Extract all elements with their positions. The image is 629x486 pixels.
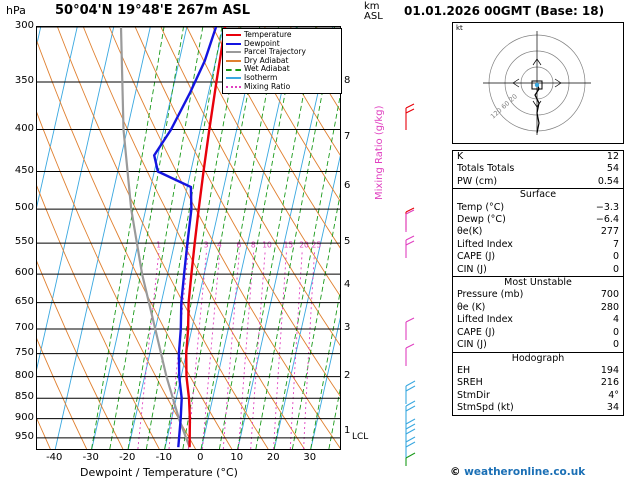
row-value: 0 <box>612 263 619 275</box>
indices-table <box>452 150 624 416</box>
legend <box>222 28 342 94</box>
pressure-tick: 700 <box>14 322 34 334</box>
hodograph-row <box>453 402 623 414</box>
row-label: Pressure (mb) <box>457 289 524 301</box>
row-label: PW (cm) <box>457 175 498 187</box>
pressure-tick: 300 <box>14 20 34 31</box>
index-row <box>453 163 623 175</box>
row-value: 12 <box>606 151 619 162</box>
wind-barb-column <box>392 26 448 466</box>
row-label: θe(K) <box>457 226 483 238</box>
height-axis-asl-label: ASL <box>364 11 383 22</box>
row-label: StmSpd (kt) <box>457 402 514 414</box>
legend-swatch <box>226 51 241 53</box>
unstable-section-title: Most Unstable <box>453 276 623 289</box>
hodograph-unit-label: kt <box>456 24 463 32</box>
row-label: θe (K) <box>457 301 486 313</box>
row-label: CAPE (J) <box>457 326 496 338</box>
svg-text:3: 3 <box>203 240 209 250</box>
station-title: 50°04'N 19°48'E 267m ASL <box>55 3 251 18</box>
pressure-tick: 850 <box>14 391 34 403</box>
pressure-tick: 550 <box>14 236 34 248</box>
svg-text:4: 4 <box>217 240 222 250</box>
legend-label: Dewpoint <box>244 38 280 48</box>
surface-row <box>453 226 623 238</box>
height-tick: 5 <box>344 236 351 248</box>
pressure-tick: 450 <box>14 164 34 176</box>
row-value: 0 <box>612 251 619 263</box>
height-axis <box>344 26 368 450</box>
row-value: 216 <box>600 377 619 389</box>
pressure-tick: 650 <box>14 295 34 307</box>
pressure-tick: 750 <box>14 346 34 358</box>
legend-swatch <box>226 34 241 36</box>
legend-label: Isotherm <box>244 72 278 82</box>
height-tick: 1 <box>344 425 351 437</box>
row-label: CAPE (J) <box>457 251 496 263</box>
hodograph-row <box>453 377 623 389</box>
unstable-row <box>453 327 623 339</box>
row-label: CIN (J) <box>457 339 487 351</box>
row-value: 54 <box>606 163 619 175</box>
svg-text:8: 8 <box>250 240 256 250</box>
mixing-ratio-axis-label: Mixing Ratio (g/kg) <box>374 105 385 200</box>
credit-site: weatheronline.co.uk <box>464 466 586 478</box>
height-tick: 6 <box>344 180 351 192</box>
legend-label: Parcel Trajectory <box>244 47 306 57</box>
temperature-tick: -40 <box>46 452 63 463</box>
pressure-tick: 950 <box>14 430 34 442</box>
svg-text:120 60 20: 120 60 20 <box>488 92 519 121</box>
surface-section-title: Surface <box>453 188 623 201</box>
pressure-tick: 400 <box>14 122 34 134</box>
pressure-tick: 500 <box>14 202 34 214</box>
row-value: 277 <box>600 226 619 238</box>
legend-item <box>226 83 338 92</box>
row-value: 4° <box>608 389 619 401</box>
surface-row <box>453 239 623 251</box>
row-label: Lifted Index <box>457 314 513 326</box>
temperature-tick: -20 <box>119 452 136 463</box>
legend-swatch <box>226 43 241 45</box>
svg-text:2: 2 <box>185 240 191 250</box>
pressure-axis <box>2 20 34 450</box>
x-axis-label: Dewpoint / Temperature (°C) <box>80 466 238 479</box>
pressure-tick: 350 <box>14 74 34 86</box>
legend-label: Mixing Ratio <box>244 81 291 91</box>
temperature-tick: 20 <box>266 452 280 463</box>
row-label: EH <box>457 364 471 376</box>
height-axis-km-label: km <box>364 1 380 12</box>
row-value: 700 <box>600 289 619 301</box>
svg-text:20: 20 <box>299 240 309 250</box>
row-label: Lifted Index <box>457 238 513 250</box>
pressure-tick: 900 <box>14 411 34 423</box>
legend-swatch <box>226 60 241 62</box>
temperature-axis <box>36 452 341 466</box>
index-row <box>453 176 623 188</box>
surface-row <box>453 202 623 214</box>
row-value: 7 <box>612 238 619 250</box>
row-label: K <box>457 151 464 162</box>
row-value: 194 <box>600 364 619 376</box>
row-value: 34 <box>606 402 619 414</box>
pressure-tick: 800 <box>14 369 34 381</box>
hodograph-section-title: Hodograph <box>453 352 623 365</box>
row-label: Temp (°C) <box>457 201 505 213</box>
copyright-icon: © <box>450 466 461 478</box>
pressure-tick: 600 <box>14 267 34 279</box>
legend-label: Wet Adiabat <box>244 64 290 74</box>
unstable-row <box>453 289 623 301</box>
row-label: StmDir <box>457 389 490 401</box>
legend-item <box>226 31 338 40</box>
height-tick: 4 <box>344 278 351 290</box>
legend-swatch <box>226 69 241 71</box>
surface-row <box>453 264 623 276</box>
temperature-tick: 30 <box>303 452 317 463</box>
legend-label: Temperature <box>244 30 292 39</box>
row-value: 4 <box>612 314 619 326</box>
height-tick: 7 <box>344 131 351 143</box>
row-value: −6.4 <box>595 214 619 226</box>
run-title: 01.01.2026 00GMT (Base: 18) <box>404 4 605 18</box>
svg-text:1: 1 <box>156 240 161 250</box>
row-label: SREH <box>457 377 483 389</box>
index-row <box>453 151 623 163</box>
surface-row <box>453 251 623 263</box>
row-value: 0.54 <box>597 175 619 187</box>
temperature-tick: 10 <box>230 452 244 463</box>
svg-text:6: 6 <box>236 240 242 250</box>
credit <box>450 466 585 478</box>
height-axis-title <box>364 2 383 22</box>
height-tick: 8 <box>344 74 351 86</box>
temperature-tick: 0 <box>197 452 204 463</box>
row-value: 0 <box>612 339 619 351</box>
row-value: 280 <box>600 301 619 313</box>
row-label: CIN (J) <box>457 263 487 275</box>
svg-text:25: 25 <box>311 240 322 250</box>
row-label: Totals Totals <box>457 163 515 175</box>
legend-item <box>226 65 338 74</box>
hodograph-row <box>453 390 623 402</box>
unstable-row <box>453 339 623 351</box>
pressure-axis-title: hPa <box>6 4 26 17</box>
row-value: −3.3 <box>595 201 619 213</box>
row-label: Dewp (°C) <box>457 214 506 226</box>
unstable-row <box>453 314 623 326</box>
height-tick: 2 <box>344 369 351 381</box>
hodograph-panel <box>452 22 624 144</box>
temperature-tick: -30 <box>82 452 99 463</box>
lcl-label: LCL <box>352 432 369 442</box>
surface-row <box>453 214 623 226</box>
svg-text:15: 15 <box>283 240 294 250</box>
legend-swatch <box>226 86 241 88</box>
row-value: 0 <box>612 326 619 338</box>
svg-text:10: 10 <box>262 240 272 250</box>
legend-label: Dry Adiabat <box>244 55 289 65</box>
unstable-row <box>453 302 623 314</box>
hodograph-row <box>453 365 623 377</box>
height-tick: 3 <box>344 322 351 334</box>
legend-swatch <box>226 77 241 79</box>
temperature-tick: -10 <box>155 452 172 463</box>
